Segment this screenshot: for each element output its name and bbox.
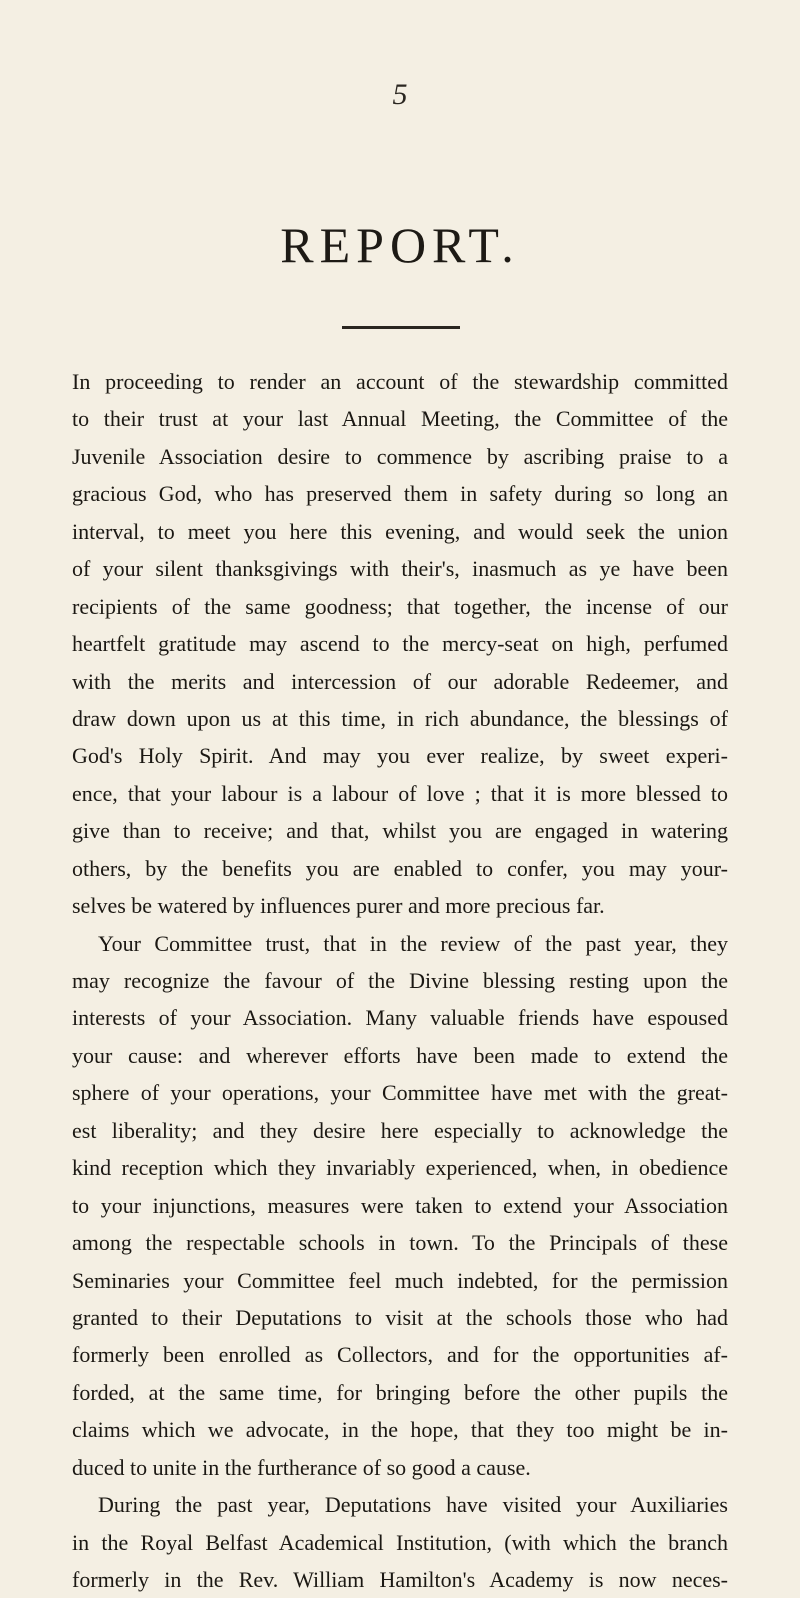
text-line: to their trust at your last Annual Meeting, the Committee of the [72, 406, 728, 432]
paragraph [72, 925, 728, 1487]
text-line: Seminaries your Committee feel much indebted, for the permission [72, 1267, 728, 1293]
text-line: among the respectable schools in town. To the Principals of these [72, 1230, 728, 1256]
text-line: interval, to meet you here this evening, and would seek the union [72, 518, 728, 544]
title-rule [342, 326, 460, 329]
text-line: formerly in the Rev. William Hamilton's Academy is now neces- [72, 1567, 728, 1592]
text-line: In proceeding to render an account of the stewardship committed [72, 369, 728, 394]
text-line: Your Committee trust, that in the review of the past year, they [98, 930, 728, 956]
text-line: est liberality; and they desire here especially to acknowledge the [72, 1117, 728, 1143]
text-line: ence, that your labour is a labour of love ; that it is more blessed to [72, 780, 728, 806]
text-line: God's Holy Spirit. And may you ever realize, by sweet experi- [72, 743, 728, 769]
text-line: of your silent thanksgivings with their's, inasmuch as ye have been [72, 556, 728, 582]
report-body [72, 363, 728, 1598]
text-line: with the merits and intercession of our adorable Redeemer, and [72, 668, 728, 694]
text-line: your cause: and wherever efforts have been made to extend the [72, 1042, 728, 1068]
text-line: others, by the benefits you are enabled to confer, you may your- [72, 855, 728, 881]
text-line: to your injunctions, measures were taken to extend your Association [72, 1192, 728, 1218]
text-line: gracious God, who has preserved them in safety during so long an [72, 481, 728, 507]
text-line: Juvenile Association desire to commence by ascribing praise to a [72, 443, 728, 469]
page-number: 5 [392, 78, 408, 111]
report-title: REPORT. [280, 217, 520, 273]
text-line: recipients of the same goodness; that together, the incense of our [72, 593, 728, 619]
text-line: kind reception which they invariably experienced, when, in obedience [72, 1155, 728, 1181]
text-line: draw down upon us at this time, in rich abundance, the blessings of [72, 705, 728, 731]
text-line: heartfelt gratitude may ascend to the mercy-seat on high, perfumed [72, 631, 728, 657]
text-line: may recognize the favour of the Divine blessing resting upon the [72, 968, 728, 993]
text-line: give than to receive; and that, whilst you are engaged in watering [72, 818, 728, 844]
text-line: selves be watered by influences purer and more precious far. [72, 893, 605, 919]
text-line: in the Royal Belfast Academical Institution, (with which the branch [72, 1529, 728, 1555]
text-line: forded, at the same time, for bringing before the other pupils the [72, 1379, 728, 1405]
text-line: claims which we advocate, in the hope, that they too might be in- [72, 1417, 728, 1443]
text-line: duced to unite in the furtherance of so good a cause. [72, 1454, 531, 1480]
paragraph [72, 363, 728, 925]
text-line: granted to their Deputations to visit at the schools those who had [72, 1304, 728, 1330]
paragraph [72, 1486, 728, 1598]
text-line: sphere of your operations, your Committee have met with the great- [72, 1080, 728, 1106]
text-line: During the past year, Deputations have visited your Auxiliaries [98, 1492, 728, 1518]
text-line: interests of your Association. Many valuable friends have espoused [72, 1005, 728, 1031]
text-line: formerly been enrolled as Collectors, and for the opportunities af- [72, 1342, 728, 1368]
